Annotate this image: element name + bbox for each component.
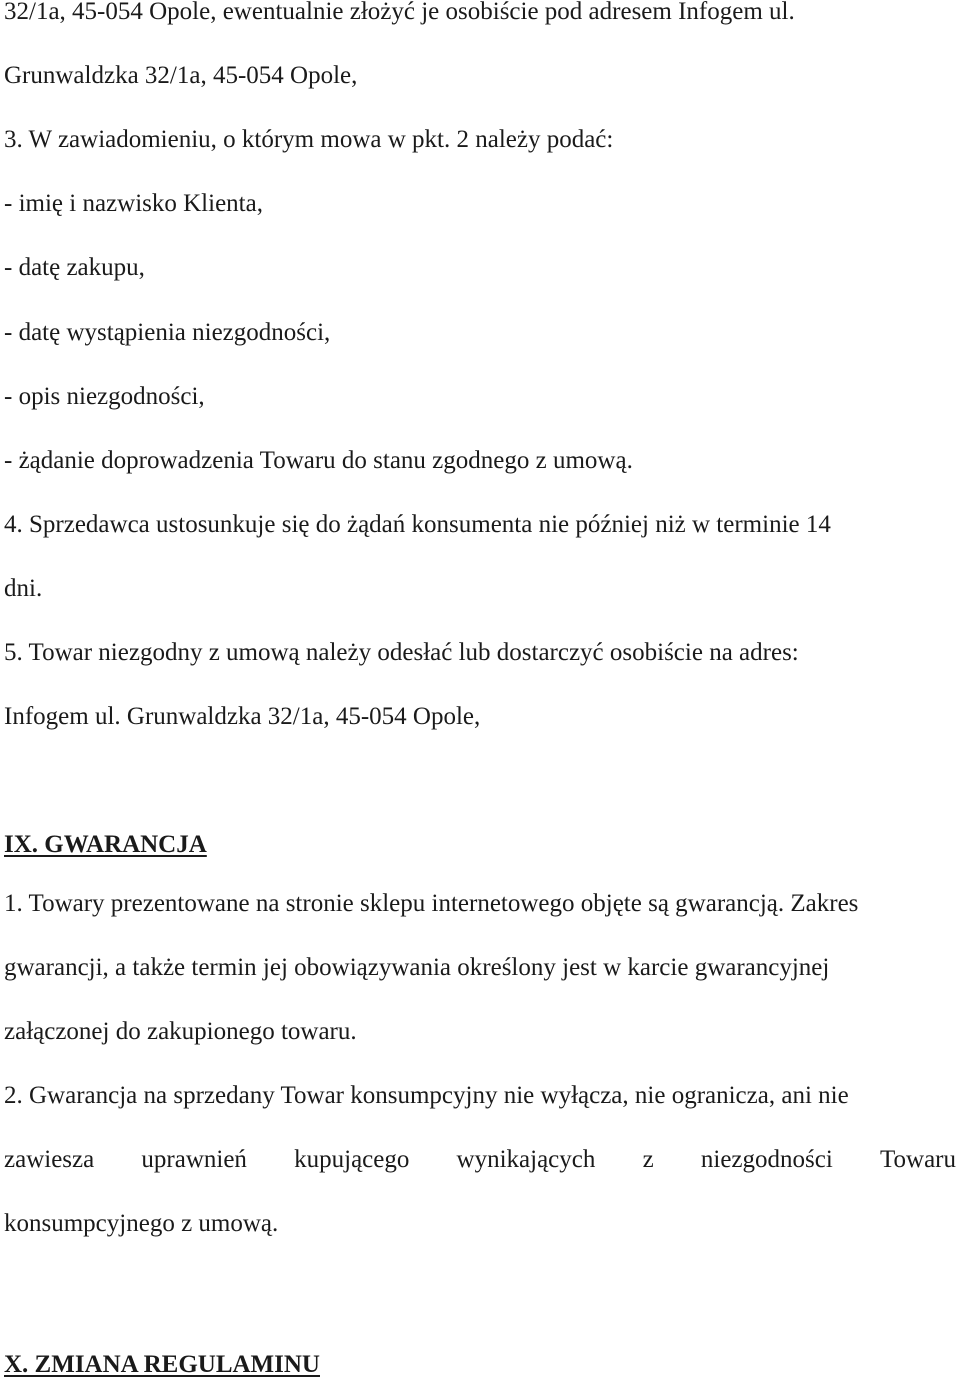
word: kupującego: [294, 1146, 410, 1173]
list-item: - imię i nazwisko Klienta,: [4, 190, 263, 217]
word: zawiesza: [4, 1146, 95, 1173]
list-item: - datę wystąpienia niezgodności,: [4, 319, 331, 346]
text-line: gwarancji, a także termin jej obowiązywania określony jest w karcie gwarancyjnej: [4, 954, 830, 981]
word: wynikających: [456, 1146, 596, 1173]
text-line: 5. Towar niezgodny z umową należy odesłać lub dostarczyć osobiście na adres:: [4, 639, 799, 666]
text-line: dni.: [4, 575, 43, 602]
word: z: [642, 1146, 654, 1173]
text-line: konsumpcyjnego z umową.: [4, 1210, 279, 1237]
word: Towaru: [879, 1146, 956, 1173]
text-line: 1. Towary prezentowane na stronie sklepu internetowego objęte są gwarancją. Zakres: [4, 890, 859, 917]
text-line: załączonej do zakupionego towaru.: [4, 1018, 357, 1045]
text-line: 3. W zawiadomieniu, o którym mowa w pkt. 2 należy podać:: [4, 126, 614, 153]
list-item: - opis niezgodności,: [4, 383, 205, 410]
section-heading-gwarancja: IX. GWARANCJA: [4, 831, 207, 858]
word: niezgodności: [700, 1146, 833, 1173]
text-line: 2. Gwarancja na sprzedany Towar konsumpcyjny nie wyłącza, nie ogranicza, ani nie: [4, 1082, 849, 1109]
text-line: Grunwaldzka 32/1a, 45-054 Opole,: [4, 62, 358, 89]
text-line: 32/1a, 45-054 Opole, ewentualnie złożyć je osobiście pod adresem Infogem ul.: [4, 0, 795, 25]
word: uprawnień: [141, 1146, 247, 1173]
text-line-justified: [4, 1144, 956, 1176]
list-item: - żądanie doprowadzenia Towaru do stanu zgodnego z umową.: [4, 447, 633, 474]
text-line: 4. Sprzedawca ustosunkuje się do żądań konsumenta nie później niż w terminie 14: [4, 511, 831, 538]
section-heading-zmiana-regulaminu: X. ZMIANA REGULAMINU: [4, 1351, 320, 1378]
list-item: - datę zakupu,: [4, 254, 145, 281]
text-line: Infogem ul. Grunwaldzka 32/1a, 45-054 Opole,: [4, 703, 481, 730]
